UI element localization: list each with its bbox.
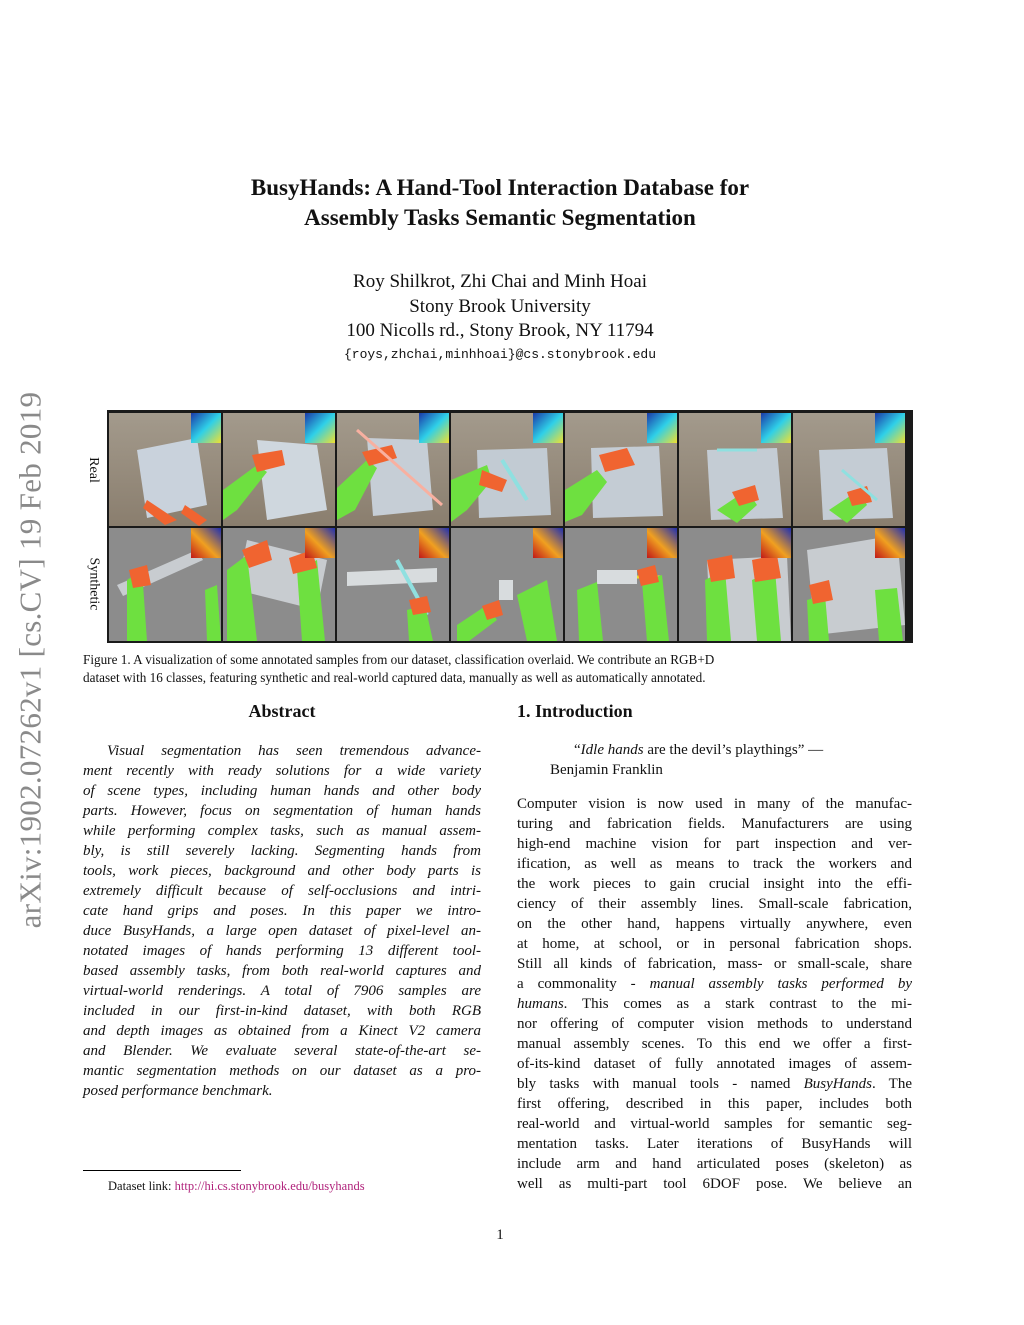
figure-1-grid bbox=[107, 410, 913, 643]
abstract-line: notated images of hands performing 13 different tool- bbox=[83, 943, 481, 959]
arxiv-stamp bbox=[10, 365, 50, 955]
intro-line: at home, at school, or in personal fabrication shops. bbox=[517, 936, 912, 952]
intro-line: Still all kinds of fabrication, mass- or small-scale, share bbox=[517, 956, 912, 972]
intro-line: first offering, described in this paper, includes both bbox=[517, 1096, 912, 1112]
intro-line: the work pieces to gain crucial insight into the effi- bbox=[517, 876, 912, 892]
introduction-heading: 1. Introduction bbox=[517, 701, 633, 721]
author-affiliation: Stony Brook University bbox=[409, 296, 591, 317]
row-label-synthetic: Synthetic bbox=[86, 557, 102, 611]
dataset-link[interactable]: http://hi.cs.stonybrook.edu/busyhands bbox=[174, 1179, 365, 1193]
real-sample-1 bbox=[109, 413, 221, 526]
footnote bbox=[108, 1179, 365, 1194]
introduction-body bbox=[517, 794, 912, 1194]
figure-caption bbox=[83, 651, 933, 687]
synthetic-sample-6 bbox=[679, 528, 791, 641]
abstract-line: based assembly tasks, from both real-world captures and bbox=[83, 963, 481, 979]
epigraph bbox=[550, 740, 900, 780]
intro-line: nor offering of computer vision methods to understand bbox=[517, 1016, 912, 1032]
footnote-rule bbox=[83, 1170, 241, 1171]
abstract-line: and Blender. We evaluate several state-of-the-art se- bbox=[83, 1043, 481, 1059]
intro-line: turing and fabrication fields. Manufacturers are using bbox=[517, 816, 912, 832]
intro-line: bly tasks with manual tools - named BusyHands. The bbox=[517, 1076, 912, 1092]
abstract-line: tools, work pieces, background and other body parts is bbox=[83, 863, 481, 879]
caption-line-1: Figure 1. A visualization of some annotated samples from our dataset, classification overlaid. We contribute an RGB+D bbox=[83, 652, 715, 667]
abstract-line: cate hand grips and poses. In this paper we intro- bbox=[83, 903, 481, 919]
real-sample-4 bbox=[451, 413, 563, 526]
real-sample-7 bbox=[793, 413, 905, 526]
abstract-line: Visual segmentation has seen tremendous advance- bbox=[107, 743, 481, 759]
synthetic-sample-7 bbox=[793, 528, 905, 641]
epigraph-author: Benjamin Franklin bbox=[550, 762, 663, 778]
intro-line: well as multi-part tool 6DOF pose. We believe an bbox=[517, 1176, 912, 1192]
real-sample-3 bbox=[337, 413, 449, 526]
author-address: 100 Nicolls rd., Stony Brook, NY 11794 bbox=[346, 320, 654, 341]
synthetic-sample-3 bbox=[337, 528, 449, 641]
abstract-heading: Abstract bbox=[248, 701, 316, 721]
intro-line: manual assembly scenes. To this end we offer a first- bbox=[517, 1036, 912, 1052]
row-label-real: Real bbox=[86, 457, 101, 483]
abstract-line: virtual-world renderings. A total of 7906 samples are bbox=[83, 983, 481, 999]
intro-line: of-its-kind dataset of fully annotated images of assem- bbox=[517, 1056, 912, 1072]
epigraph-line: “Idle hands are the devil’s playthings” — bbox=[574, 742, 824, 758]
real-sample-6 bbox=[679, 413, 791, 526]
abstract-line: extremely difficult because of self-occlusions and intri- bbox=[83, 883, 481, 899]
footnote-label: Dataset link: bbox=[108, 1179, 175, 1193]
abstract-line: mantic segmentation methods on our dataset as a pro- bbox=[83, 1063, 481, 1079]
abstract-line: while performing complex tasks, such as manual assem- bbox=[83, 823, 481, 839]
synthetic-sample-4 bbox=[451, 528, 563, 641]
title-line-2: Assembly Tasks Semantic Segmentation bbox=[304, 205, 696, 230]
intro-line: a commonality - manual assembly tasks performed by bbox=[517, 976, 913, 992]
synthetic-sample-1 bbox=[109, 528, 221, 641]
real-sample-2 bbox=[223, 413, 335, 526]
arxiv-id: arXiv:1902.07262v1 [cs.CV] 19 Feb 2019 bbox=[12, 391, 48, 929]
author-email: {roys,zhchai,minhhoai}@cs.stonybrook.edu bbox=[343, 347, 657, 362]
intro-line: ciency of their assembly lines. Small-scale fabrication, bbox=[517, 896, 912, 912]
intro-line: high-end machine vision for part inspection and ver- bbox=[517, 836, 912, 852]
intro-line: on the other hand, happens virtually anywhere, even bbox=[517, 916, 912, 932]
paper-title bbox=[140, 173, 860, 233]
abstract-line: included in our first-in-kind dataset, with both RGB bbox=[83, 1003, 481, 1019]
intro-line: real-world and virtual-world samples for semantic seg- bbox=[517, 1116, 912, 1132]
figure-1 bbox=[107, 410, 913, 643]
abstract-line: duce BusyHands, a large open dataset of pixel-level an- bbox=[83, 923, 481, 939]
intro-line: ification, as well as means to track the workers and bbox=[517, 856, 912, 872]
abstract-line: parts. However, focus on segmentation of human hands bbox=[83, 803, 481, 819]
title-line-1: BusyHands: A Hand-Tool Interaction Database for bbox=[250, 175, 750, 200]
intro-line: humans. This comes as a stark contrast to the mi- bbox=[517, 996, 912, 1012]
synthetic-sample-5 bbox=[565, 528, 677, 641]
author-names: Roy Shilkrot, Zhi Chai and Minh Hoai bbox=[353, 271, 647, 292]
abstract-line: bly, is still severely lacking. Segmenting hands from bbox=[83, 843, 481, 859]
intro-line: Computer vision is now used in many of the manufac- bbox=[517, 796, 912, 812]
intro-line: include arm and hand articulated poses (skeleton) as bbox=[517, 1156, 912, 1172]
page-number: 1 bbox=[496, 1227, 504, 1243]
caption-line-2: dataset with 16 classes, featuring synthetic and real-world captured data, manually as well as automatically annotated. bbox=[83, 670, 706, 685]
abstract-line: and depth images as obtained from a Kinect V2 camera bbox=[83, 1023, 481, 1039]
abstract-line: ment recently with ready solutions for a wide variety bbox=[83, 763, 481, 779]
abstract-body bbox=[83, 741, 481, 1101]
real-sample-5 bbox=[565, 413, 677, 526]
intro-line: mentation tasks. Later iterations of BusyHands will bbox=[517, 1136, 912, 1152]
abstract-line: posed performance benchmark. bbox=[83, 1083, 273, 1099]
synthetic-sample-2 bbox=[223, 528, 335, 641]
abstract-line: of scene types, including human hands and other body bbox=[83, 783, 481, 799]
